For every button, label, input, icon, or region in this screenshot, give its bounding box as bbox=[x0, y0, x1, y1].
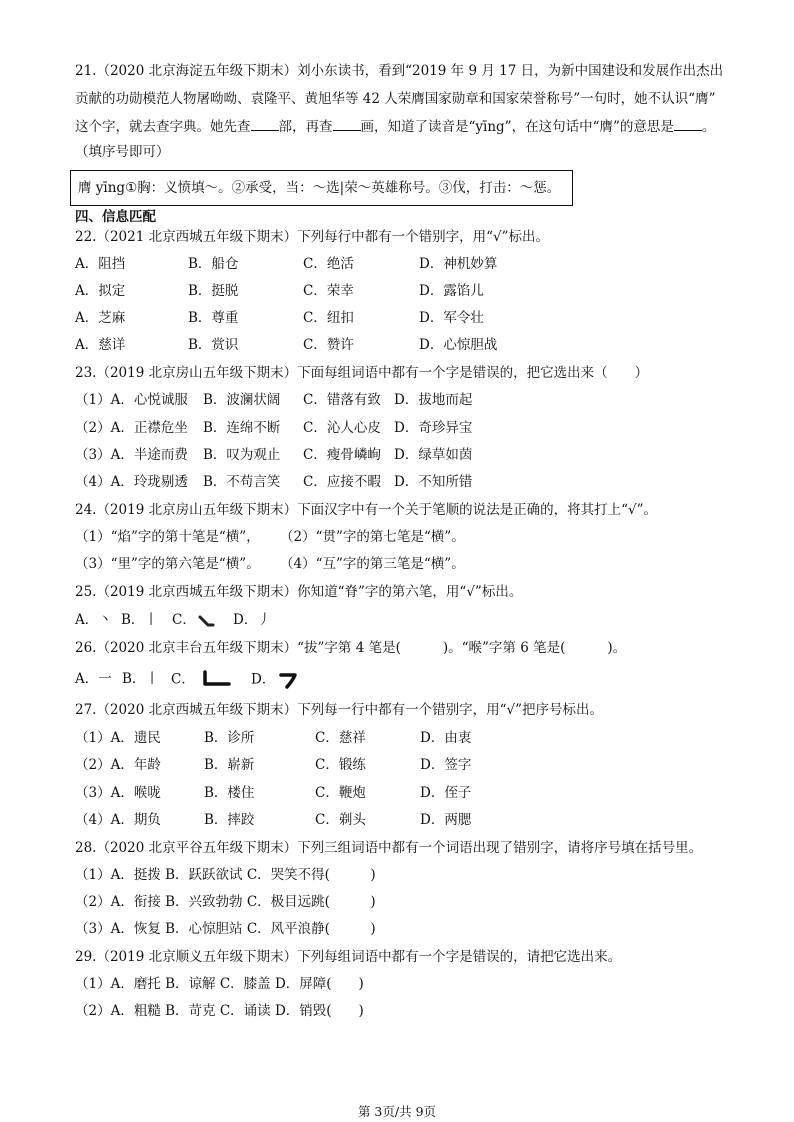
q28-row[interactable]: （1）A．挺拨 B．跃跃欲试 C．哭笑不得( ) bbox=[75, 867, 376, 883]
option-a[interactable]: A．一 bbox=[75, 671, 112, 687]
option[interactable]: C．应接不暇 bbox=[303, 474, 381, 490]
option[interactable]: （4）A．期负 bbox=[75, 812, 161, 828]
option[interactable]: B．连绵不断 bbox=[203, 420, 281, 436]
option[interactable]: D．心惊胆战 bbox=[419, 337, 498, 353]
option[interactable]: D．奇珍异宝 bbox=[394, 420, 473, 436]
q29-row[interactable]: （2）A．粗糙 B．苛克 C．诵读 D．销毁( ) bbox=[75, 1003, 364, 1019]
option[interactable]: B．赏识 bbox=[188, 337, 239, 353]
option[interactable]: B．船仓 bbox=[188, 256, 239, 272]
option[interactable]: D．两腮 bbox=[420, 812, 472, 828]
dot-stroke-icon bbox=[196, 614, 218, 628]
option[interactable]: （2）A．年龄 bbox=[75, 757, 161, 773]
q26-stem: 26.（2020 北京丰台五年级下期末）“拔”字第 4 笔是( )。“喉”字第 6 笔是( )。 bbox=[75, 640, 627, 656]
horizontal-hook-stroke-icon bbox=[275, 670, 305, 690]
option[interactable]: B．崭新 bbox=[204, 757, 255, 773]
q22-stem: 22.（2021 北京西城五年级下期末）下列每行中都有一个错别字，用“√”标出。 bbox=[75, 229, 550, 245]
option[interactable]: （1）“焰”字的第十笔是“横”， bbox=[75, 529, 260, 545]
option[interactable]: B．叹为观止 bbox=[203, 447, 281, 463]
page-footer: 第 3页/共 9页 bbox=[357, 1104, 437, 1119]
option-a[interactable]: A．丶 bbox=[75, 612, 112, 628]
option[interactable]: A．芝麻 bbox=[75, 310, 126, 326]
option[interactable]: （1）A．遗民 bbox=[75, 730, 161, 746]
option[interactable]: D．由衷 bbox=[420, 730, 472, 746]
option[interactable]: （2）A．正襟危坐 bbox=[75, 420, 188, 436]
section-title: 四、信息匹配 bbox=[75, 209, 156, 225]
option[interactable]: D．绿草如茵 bbox=[394, 447, 473, 463]
q21-line-3: 这个字，就去查字典。她先查 部，再查 画，知道了读音是“yīng”，在这句话中“膺”的意思是 。 bbox=[75, 119, 716, 135]
vertical-bend-stroke-icon bbox=[195, 670, 235, 690]
option[interactable]: C．瘦骨嶙峋 bbox=[303, 447, 381, 463]
q21-line-2: 贡献的功勋模范人物屠呦呦、袁隆平、黄旭华等 42 人荣膺国家勋章和国家荣誉称号”一句时，她不认识“膺” bbox=[75, 91, 716, 107]
option[interactable]: D．拔地而起 bbox=[394, 392, 473, 408]
option[interactable]: A．慈详 bbox=[75, 337, 126, 353]
option[interactable]: D．神机妙算 bbox=[419, 256, 498, 272]
option[interactable]: C．绝活 bbox=[303, 256, 354, 272]
q23-stem: 23.（2019 北京房山五年级下期末）下面每组词语中都有一个字是错误的，把它选出来（ ） bbox=[75, 365, 649, 381]
option[interactable]: B．不苟言笑 bbox=[203, 474, 281, 490]
q28-row[interactable]: （2）A．衔接 B．兴致勃勃 C．极目远跳( ) bbox=[75, 894, 376, 910]
option[interactable]: B．诊所 bbox=[204, 730, 255, 746]
option[interactable]: （3）A．半途而费 bbox=[75, 447, 188, 463]
dictionary-entry-text: 膺 yīng①胸：义愤填～。②承受，当：～选|荣～英雄称号。③伐，打击：～惩。 bbox=[78, 180, 561, 196]
option[interactable]: A．阻挡 bbox=[75, 256, 126, 272]
option[interactable]: C．慈祥 bbox=[315, 730, 366, 746]
option-c[interactable]: C． bbox=[172, 611, 218, 629]
option[interactable]: B．楼住 bbox=[204, 785, 255, 801]
q28-stem: 28.（2020 北京平谷五年级下期末）下列三组词语中都有一个词语出现了错别字，请将序号填在括号里。 bbox=[75, 840, 703, 856]
option[interactable]: C．荣幸 bbox=[303, 283, 354, 299]
option[interactable]: D．军令壮 bbox=[419, 310, 484, 326]
option-d[interactable]: D． bbox=[251, 670, 305, 690]
option[interactable]: C．锻练 bbox=[315, 757, 366, 773]
option[interactable]: B．摔跤 bbox=[204, 812, 255, 828]
option[interactable]: （3）A．喉咙 bbox=[75, 785, 161, 801]
q29-stem: 29.（2019 北京顺义五年级下期末）下列每组词语中都有一个字是错误的，请把它选出来。 bbox=[75, 949, 622, 965]
option[interactable]: （2）“贯”字的第七笔是“横”。 bbox=[280, 529, 465, 545]
answer-blank[interactable] bbox=[674, 118, 702, 131]
answer-blank[interactable] bbox=[251, 118, 279, 131]
option[interactable]: （4）“互”字的第三笔是“横”。 bbox=[280, 556, 465, 572]
option[interactable]: C．鞭炮 bbox=[315, 785, 366, 801]
option[interactable]: A．拟定 bbox=[75, 283, 126, 299]
option[interactable]: C．纽扣 bbox=[303, 310, 354, 326]
option[interactable]: C．沁人心皮 bbox=[303, 420, 381, 436]
option[interactable]: （4）A．玲珑剔透 bbox=[75, 474, 188, 490]
q28-row[interactable]: （3）A．恢复 B．心惊胆站 C．风平浪静( ) bbox=[75, 921, 376, 937]
option[interactable]: B．挺脱 bbox=[188, 283, 239, 299]
option[interactable]: C．错落有致 bbox=[303, 392, 381, 408]
option[interactable]: B．波澜状阔 bbox=[203, 392, 281, 408]
q25-stem: 25.（2019 北京西城五年级下期末）你知道“脊”字的第六笔，用“√”标出。 bbox=[75, 584, 523, 600]
option[interactable]: （3）“里”字的第六笔是“横”。 bbox=[75, 556, 260, 572]
option-b[interactable]: B．丨 bbox=[121, 612, 158, 628]
option-c[interactable]: C． bbox=[171, 670, 235, 690]
option[interactable]: D．露馅儿 bbox=[419, 283, 484, 299]
option[interactable]: D．签字 bbox=[420, 757, 472, 773]
option[interactable]: C．赞许 bbox=[303, 337, 354, 353]
option-b[interactable]: B．丨 bbox=[122, 671, 159, 687]
option[interactable]: B．尊重 bbox=[188, 310, 239, 326]
answer-blank[interactable] bbox=[333, 118, 361, 131]
q24-stem: 24.（2019 北京房山五年级下期末）下面汉字中有一个关于笔顺的说法是正确的，将其打上“√”。 bbox=[75, 502, 658, 518]
option-d[interactable]: D．丿 bbox=[233, 612, 271, 628]
dictionary-entry-box bbox=[70, 170, 573, 206]
q21-line-4: （填序号即可） bbox=[75, 144, 170, 160]
q29-row[interactable]: （1）A．磨托 B．谅解 C．膝盖 D．屏障( ) bbox=[75, 976, 364, 992]
option[interactable]: D．不知所错 bbox=[394, 474, 473, 490]
option[interactable]: （1）A．心悦诚服 bbox=[75, 392, 188, 408]
q27-stem: 27.（2020 北京西城五年级下期末）下列每一行中都有一个错别字，用“√”把序号标出。 bbox=[75, 702, 604, 718]
option[interactable]: C．剃头 bbox=[315, 812, 366, 828]
q21-line-1: 21.（2020 北京海淀五年级下期末）刘小东读书，看到“2019 年 9 月 17 日，为新中国建设和发展作出杰出 bbox=[75, 63, 724, 79]
option[interactable]: D．侄子 bbox=[420, 785, 472, 801]
